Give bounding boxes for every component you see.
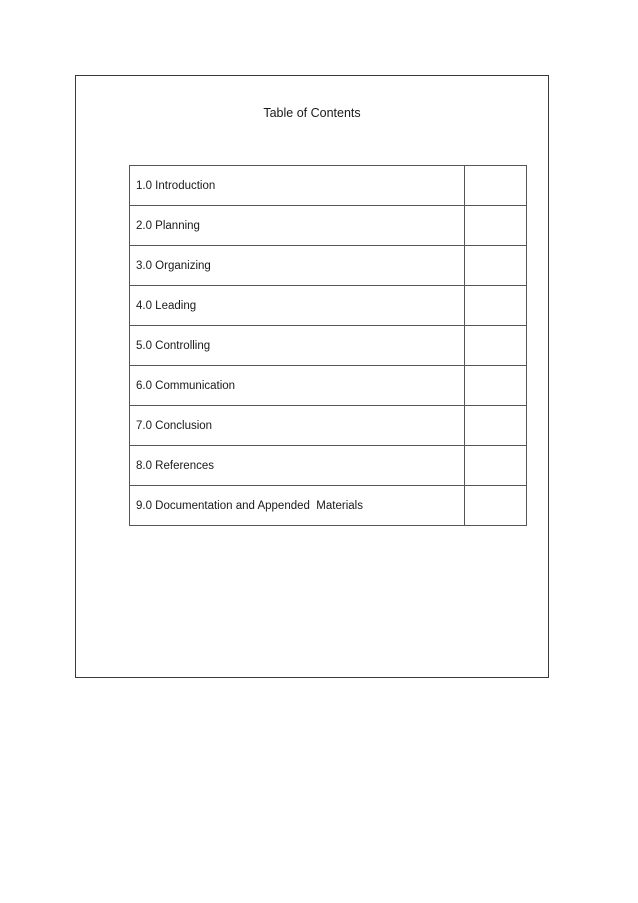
toc-page-number-cell: [465, 406, 527, 446]
toc-page-number-cell: [465, 326, 527, 366]
toc-page-number-cell: [465, 166, 527, 206]
toc-row: [130, 206, 527, 246]
toc-entry-label: 3.0 Organizing: [130, 246, 465, 286]
toc-entry-label: 1.0 Introduction: [130, 166, 465, 206]
toc-row: [130, 246, 527, 286]
toc-row: [130, 406, 527, 446]
toc-page-number-cell: [465, 366, 527, 406]
page-frame: [75, 75, 549, 678]
toc-row: [130, 286, 527, 326]
toc-table: [129, 165, 527, 526]
toc-row: [130, 326, 527, 366]
toc-entry-label: 5.0 Controlling: [130, 326, 465, 366]
toc-row: [130, 446, 527, 486]
toc-title: Table of Contents: [263, 106, 361, 120]
toc-page-number-cell: [465, 486, 527, 526]
toc-entry-label: 8.0 References: [130, 446, 465, 486]
toc-entry-label: 2.0 Planning: [130, 206, 465, 246]
toc-page-number-cell: [465, 286, 527, 326]
toc-row: [130, 166, 527, 206]
toc-entry-label: 4.0 Leading: [130, 286, 465, 326]
toc-entry-label: 6.0 Communication: [130, 366, 465, 406]
toc-row: [130, 486, 527, 526]
toc-entry-label: 7.0 Conclusion: [130, 406, 465, 446]
toc-entry-label: 9.0 Documentation and Appended Materials: [130, 486, 465, 526]
toc-row: [130, 366, 527, 406]
toc-page-number-cell: [465, 446, 527, 486]
toc-page-number-cell: [465, 206, 527, 246]
toc-page-number-cell: [465, 246, 527, 286]
